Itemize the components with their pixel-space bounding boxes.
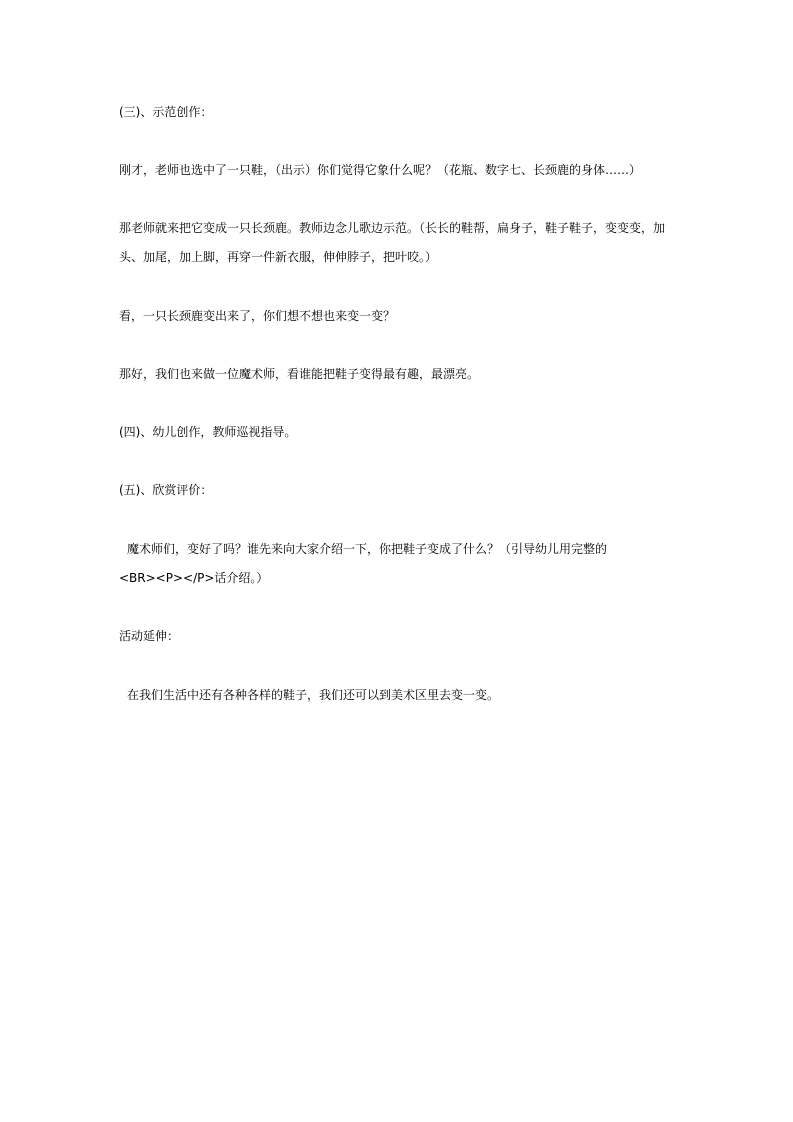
paragraph-demo-line2: 头、加尾，加上脚，再穿一件新衣服，伸伸脖子，把叶咬。） <box>119 250 438 264</box>
paragraph-extension: 在我们生活中还有各种各样的鞋子，我们还可以到美术区里去变一变。 <box>127 688 500 702</box>
paragraph-evaluation-line2: <BR><P></P>话介绍。） <box>119 571 269 585</box>
section4-heading: (四)、幼儿创作，教师巡视指导。 <box>119 425 297 439</box>
paragraph-magician: 那好，我们也来做一位魔术师，看谁能把鞋子变得最有趣，最漂亮。 <box>119 367 480 381</box>
section5-heading: (五)、欣赏评价： <box>119 483 213 497</box>
paragraph-evaluation-line1: 魔术师们，变好了吗？谁先来向大家介绍一下，你把鞋子变成了什么？（引导幼儿用完整的 <box>127 542 608 556</box>
paragraph-giraffe-done: 看，一只长颈鹿变出来了，你们想不想也来变一变？ <box>119 309 396 323</box>
section3-heading: (三)、示范创作： <box>119 105 213 119</box>
extension-heading: 活动延伸： <box>119 629 180 643</box>
paragraph-shoe-shown: 刚才，老师也选中了一只鞋，（出示）你们觉得它象什么呢？（花瓶、数字七、长颈鹿的身体……） <box>119 163 642 177</box>
paragraph-demo-line1: 那老师就来把它变成一只长颈鹿。教师边念儿歌边示范。（长长的鞋帮，扁身子，鞋子鞋子，变变变，加 <box>119 221 666 235</box>
